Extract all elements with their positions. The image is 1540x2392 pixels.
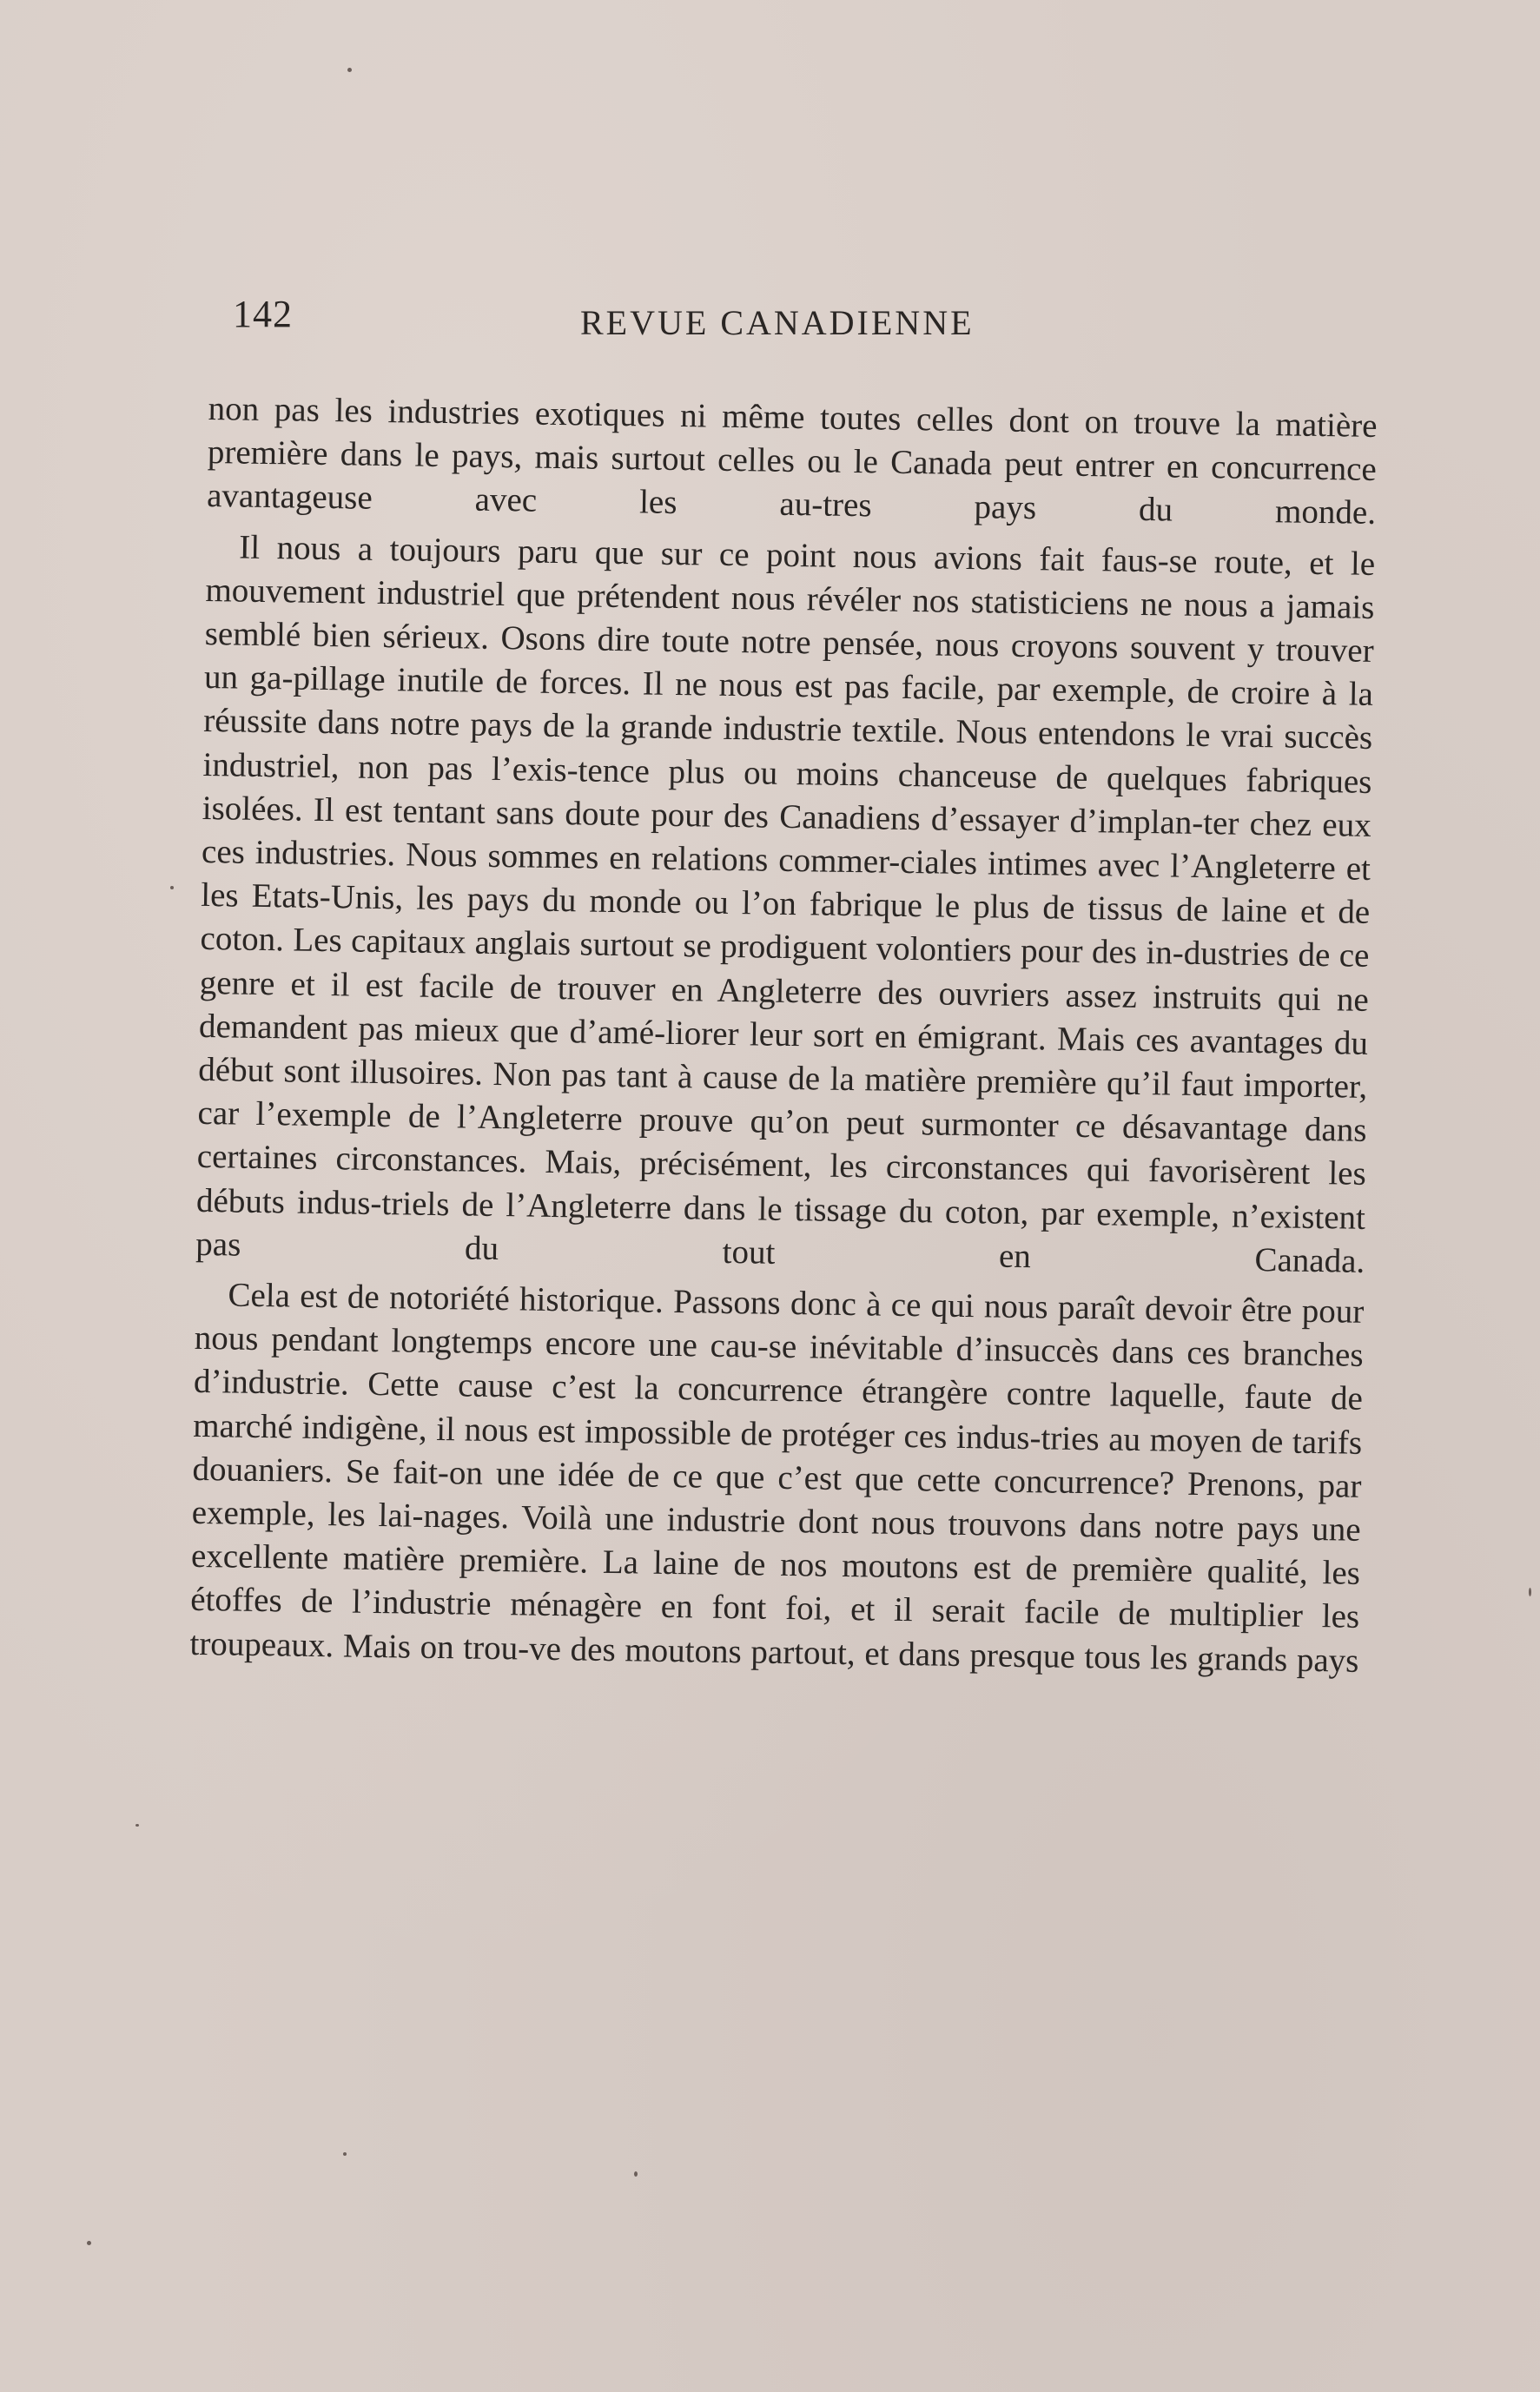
- journal-title: REVUE CANADIENNE: [580, 303, 975, 342]
- paragraph-2: Il nous a toujours paru que sur ce point nous avions fait faus-se route, et le mouvement industriel que prétendent nous révéler nos statisticiens ne nous a jamais semblé bien sérieux. Osons dire toute notre pensée, nous croyons souvent y trouver un ga-pillage inutile de forces. Il ne nous est pas facile, par exemple, de croire à la réussite dans notre pays de la grande industrie textile. Nous entendons le vrai succès industriel, non pas l’exis-tence plus ou moins chanceuse de quelques fabriques isolées. Il est tentant sans doute pour des Canadiens d’essayer d’implan-ter chez eux ces industries. Nous sommes en relations commer-ciales intimes avec l’Angleterre et les Etats-Unis, les pays du monde ou l’on fabrique le plus de tissus de laine et de coton. Les capitaux anglais surtout se prodiguent volontiers pour des in-dustries de ce genre et il est facile de trouver en Angleterre des ouvriers assez instruits qui ne demandent pas mieux que d’amé-liorer leur sort en émigrant. Mais ces avantages du début sont illusoires. Non pas tant à cause de la matière première qu’il faut importer, car l’exemple de l’Angleterre prouve qu’on peut surmonter ce désavantage dans certaines circonstances. Mais, précisément, les circonstances qui favorisèrent les débuts indus-triels de l’Angleterre dans le tissage du coton, par exemple, n’existent pas du tout en Canada.: [195, 528, 1376, 1280]
- paragraph-3: Cela est de notoriété historique. Passons donc à ce qui nous paraît devoir être pour nous pendant longtemps encore une cau-se inévitable d’insuccès dans ces branches d’industrie. Cette cause c’est la concurrence étrangère contre laquelle, faute de marché indigène, il nous est impossible de protéger ces indus-tries au moyen de tarifs douaniers. Se fait-on une idée de ce que c’est que cette concurrence? Prenons, par exemple, les lai-nages. Voilà une industrie dont nous trouvons dans notre pays une excellente matière première. La laine de nos moutons est de première qualité, les étoffes de l’industrie ménagère en font foi, et il serait facile de multiplier les troupeaux. Mais on trou-ve des moutons partout, et dans presque tous les grands pays: [189, 1276, 1365, 1680]
- page-number: 142: [233, 293, 293, 335]
- running-head: [233, 287, 1362, 347]
- paper-speck: [634, 2171, 638, 2177]
- paper-speck: [135, 1824, 139, 1827]
- body-text: [189, 387, 1378, 1683]
- paper-speck: [87, 2241, 91, 2245]
- paper-speck: [347, 68, 352, 72]
- paper-speck: [170, 886, 174, 889]
- paper-speck: [1529, 1588, 1531, 1596]
- paragraph-1: non pas les industries exotiques ni même toutes celles dont on trouve la matière première dans le pays, mais surtout celles ou le Canada peut entrer en concurrence avantageuse avec les au-tres pays du monde.: [206, 389, 1378, 532]
- paper-speck: [343, 2152, 347, 2156]
